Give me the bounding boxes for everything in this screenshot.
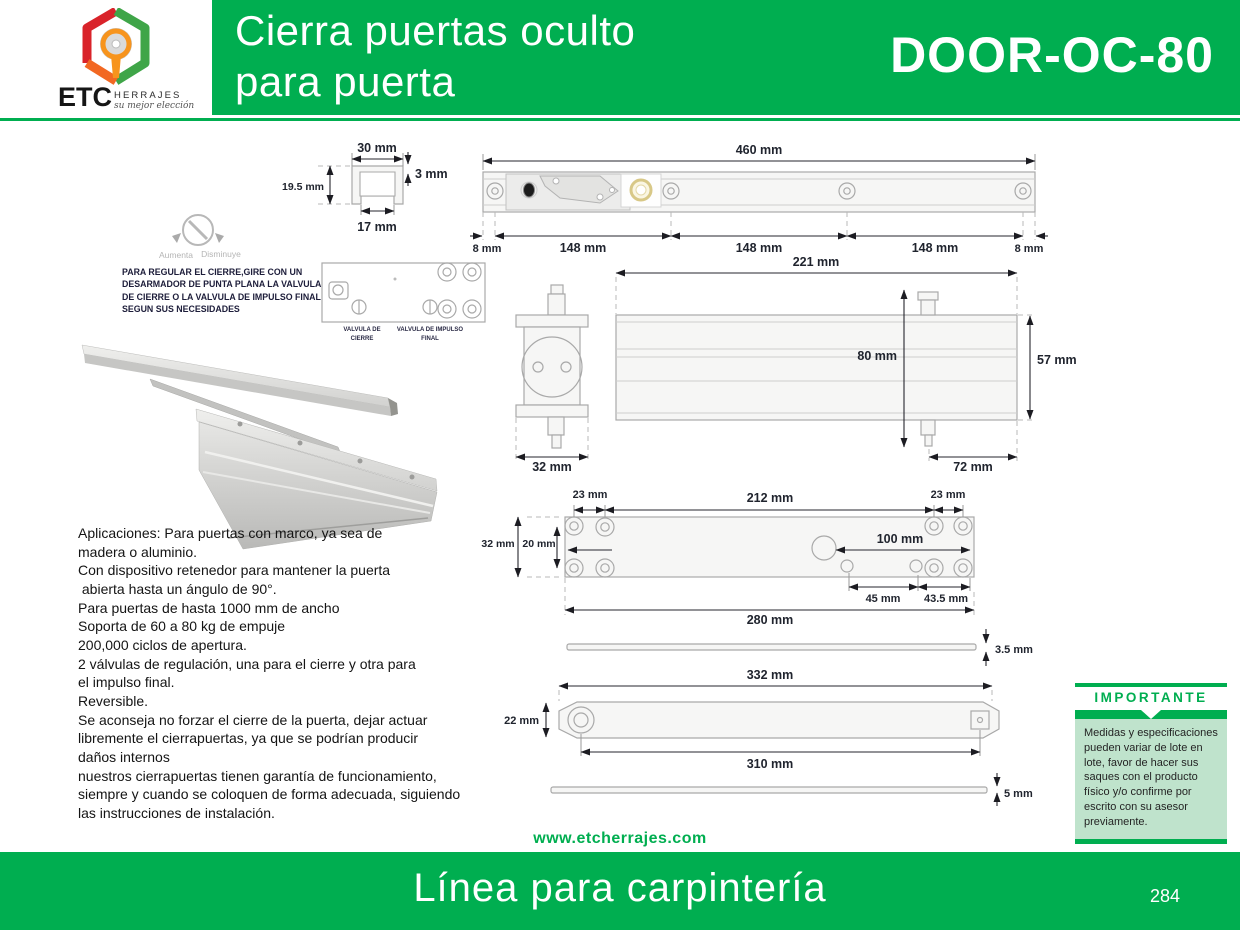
description-line: 2 válvulas de regulación, una para el cierre y otra para — [78, 655, 416, 672]
footer-band — [0, 852, 1240, 930]
footer-category-title: Línea para carpintería — [413, 866, 827, 910]
description-line: Se aconseja no forzar el cierre de la puerta, dejar actuar — [78, 711, 428, 728]
dim-label: 310 mm — [746, 757, 794, 771]
plate-diagram — [481, 489, 1033, 666]
description-line: Reversible. — [78, 692, 149, 709]
brand-tagline: su mejor elección — [114, 101, 195, 111]
page-title-line1: Cierra puertas oculto — [235, 7, 636, 54]
dim-label: 280 mm — [746, 613, 794, 627]
dim-label: 5 mm — [1004, 788, 1033, 800]
body-side-diagram — [616, 255, 1077, 474]
cross-section-diagram — [282, 141, 448, 234]
description-line: Soporta de 60 a 80 kg de empuje — [78, 618, 286, 635]
description-line: daños internos — [78, 748, 170, 765]
description-line: Con dispositivo retenedor para mantener la puerta — [78, 562, 391, 579]
impulse-valve-label: VALVULA DE IMPULSO — [396, 327, 464, 333]
dim-label: 23 mm — [930, 489, 966, 501]
website-url: www.etcherrajes.com — [533, 830, 707, 847]
regulator-knob-icon — [159, 215, 241, 260]
description-line: libremente el cierrapuertas, ya que se podrían producir — [78, 730, 419, 747]
dim-label: 221 mm — [792, 255, 840, 269]
arm-diagram — [504, 668, 1033, 806]
dim-label: 43.5 mm — [923, 593, 969, 605]
description-text — [78, 524, 508, 823]
dim-label: 45 mm — [865, 593, 901, 605]
instruction-line: DE CIERRE O LA VALVULA DE IMPULSO FINAL — [122, 291, 321, 302]
dim-label: 72 mm — [953, 460, 993, 474]
dim-label: 460 mm — [735, 143, 783, 157]
description-line: el impulso final. — [78, 674, 175, 691]
description-line: Para puertas de hasta 1000 mm de ancho — [78, 599, 340, 616]
importante-ribbon — [1075, 710, 1227, 719]
importante-title: IMPORTANTE — [1075, 683, 1227, 707]
dim-label: 3.5 mm — [995, 644, 1033, 656]
description-line: madera o aluminio. — [78, 543, 198, 560]
product-photo — [82, 345, 437, 549]
dim-label: 32 mm — [532, 460, 572, 474]
dim-label: 212 mm — [746, 491, 794, 505]
close-valve-label: CIERRE — [350, 336, 374, 342]
dim-label: 22 mm — [504, 715, 539, 727]
dim-label: 332 mm — [746, 668, 794, 682]
description-line: 200,000 ciclos de apertura. — [78, 636, 247, 653]
page-number: 284 — [1149, 886, 1180, 906]
rail-diagram — [470, 143, 1048, 255]
end-view-diagram — [516, 285, 588, 474]
product-code: DOOR-OC-80 — [890, 27, 1214, 83]
dim-label: 17 mm — [357, 220, 397, 234]
dim-label: 23 mm — [572, 489, 608, 501]
dim-label: 80 mm — [857, 349, 897, 363]
dim-label: 30 mm — [357, 141, 397, 155]
dim-label: 19.5 mm — [281, 181, 325, 193]
importante-box — [1075, 683, 1227, 844]
dim-label: 100 mm — [876, 532, 924, 546]
dim-label: 8 mm — [1014, 243, 1044, 255]
dim-label: 148 mm — [559, 241, 607, 255]
dim-label: 148 mm — [911, 241, 959, 255]
brand-suffix: HERRAJES — [114, 90, 182, 101]
valve-plan-diagram — [322, 263, 485, 342]
instruction-line: SEGUN SUS NECESIDADES — [122, 304, 240, 315]
dim-label: 32 mm — [481, 538, 515, 550]
ribbon-notch-icon — [1141, 710, 1161, 719]
close-valve-label: VALVULA DE — [343, 327, 381, 333]
description-line: Aplicaciones: Para puertas con marco, ya sea de — [78, 525, 383, 541]
dim-label: 3 mm — [415, 167, 448, 181]
description-line: nuestros cierrapuertas tienen garantía de funcionamiento, — [78, 767, 437, 784]
description-line: abierta hasta un ángulo de 90°. — [78, 580, 277, 597]
instruction-line: PARA REGULAR EL CIERRE,GIRE CON UN — [122, 267, 303, 277]
regulator-increase-label: Aumenta — [158, 250, 194, 260]
brand-name: ETC — [58, 82, 112, 112]
dim-label: 8 mm — [472, 243, 502, 255]
adjustment-instructions — [122, 266, 332, 316]
instruction-line: DESARMADOR DE PUNTA PLANA LA VALVULA — [122, 279, 322, 290]
regulator-decrease-label: Disminuye — [201, 249, 241, 259]
dim-label: 20 mm — [522, 538, 556, 550]
dim-label: 57 mm — [1037, 353, 1077, 367]
dim-label: 148 mm — [735, 241, 783, 255]
impulse-valve-label: FINAL — [421, 336, 439, 342]
description-line: siempre y cuando se coloquen de forma adecuada, siguiendo — [78, 786, 461, 803]
page-title-line2: para puerta — [235, 58, 456, 105]
description-line: las instrucciones de instalación. — [78, 804, 275, 821]
importante-body-text: Medidas y especificaciones pueden variar de lote en lote, favor de hacer sus saques con el producto físico y/o confirme por escrito con su asesor previamente. — [1075, 719, 1227, 839]
